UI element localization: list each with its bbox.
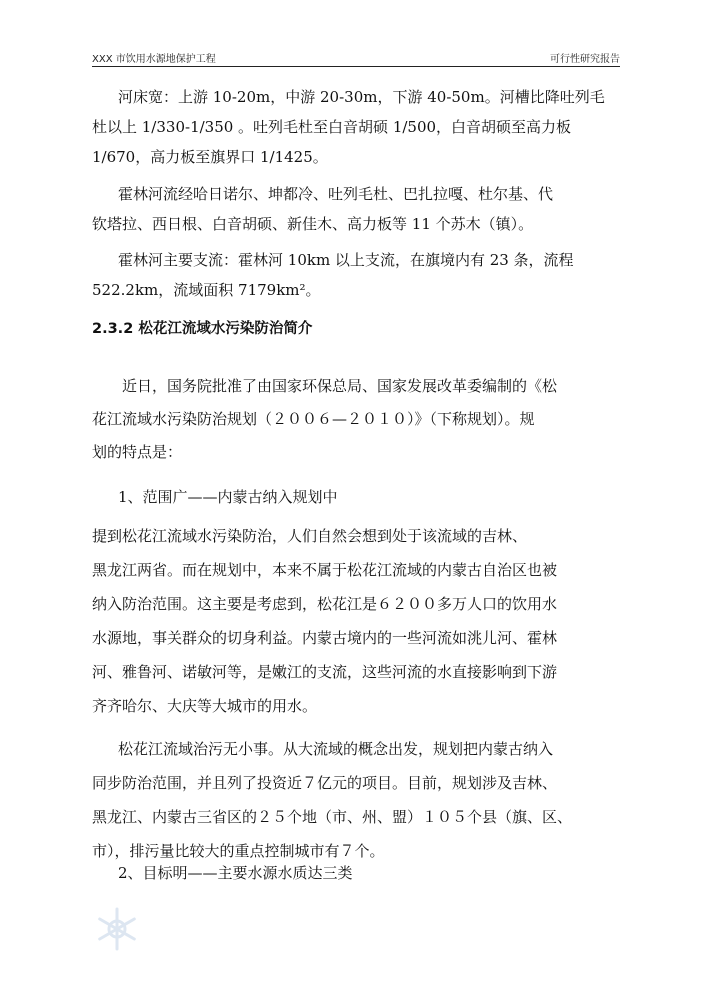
body-line: 1/670，高力板至旗界口 1/1425。 <box>92 148 328 166</box>
body-line: 杜以上 1/330-1/350 。吐列毛杜至白音胡硕 1/500，白音胡硕至高力板 <box>92 118 572 136</box>
list-item-heading: 1、范围广——内蒙古纳入规划中 <box>118 488 338 506</box>
body-line: 同步防治范围，并且列了投资近７亿元的项目。目前，规划涉及吉林、 <box>92 774 558 792</box>
body-line: 霍林河流经哈日诺尔、坤都冷、吐列毛杜、巴扎拉嘎、杜尔基、代 <box>118 185 554 203</box>
body-line: 钦塔拉、西日根、白音胡硕、新佳木、高力板等 11 个苏木（镇）。 <box>92 215 534 233</box>
page-header <box>92 48 620 67</box>
body-line: 河、雅鲁河、诺敏河等，是嫩江的支流，这些河流的水直接影响到下游 <box>92 663 558 681</box>
body-line: 提到松花江流域水污染防治，人们自然会想到处于该流域的吉林、 <box>92 527 528 545</box>
body-line: 霍林河主要支流：霍林河 10km 以上支流，在旗境内有 23 条，流程 <box>118 251 574 269</box>
list-item-heading: 2、目标明——主要水源水质达三类 <box>118 864 353 882</box>
body-line: 齐齐哈尔、大庆等大城市的用水。 <box>92 697 318 715</box>
header-project-title: XXX 市饮用水源地保护工程 <box>92 54 216 65</box>
body-line: 水源地，事关群众的切身利益。内蒙古境内的一些河流如洮儿河、霍林 <box>92 629 558 647</box>
body-line: 黑龙江、内蒙古三省区的２５个地（市、州、盟）１０５个县（旗、区、 <box>92 808 573 826</box>
body-line: 近日，国务院批准了由国家环保总局、国家发展改革委编制的《松 <box>122 377 558 395</box>
section-heading: 2.3.2 松花江流域水污染防治简介 <box>92 321 313 337</box>
body-line: 花江流域水污染防治规划（２００６—２０１０）》（下称规划）。规 <box>92 410 535 428</box>
body-line: 松花江流域治污无小事。从大流域的概念出发，规划把内蒙古纳入 <box>118 740 554 758</box>
body-line: 纳入防治范围。这主要是考虑到，松花江是６２００多万人口的饮用水 <box>92 595 558 613</box>
body-line: 河床宽：上游 10-20m，中游 20-30m，下游 40-50m。河槽比降吐列毛 <box>118 88 605 106</box>
body-line: 划的特点是： <box>92 443 183 461</box>
snowflake-icon <box>93 905 141 953</box>
body-line: 522.2km，流域面积 7179km²。 <box>92 281 321 299</box>
header-report-type: 可行性研究报告 <box>550 54 620 65</box>
body-line: 市），排污量比较大的重点控制城市有７个。 <box>92 842 385 860</box>
body-line: 黑龙江两省。而在规划中，本来不属于松花江流域的内蒙古自治区也被 <box>92 561 558 579</box>
